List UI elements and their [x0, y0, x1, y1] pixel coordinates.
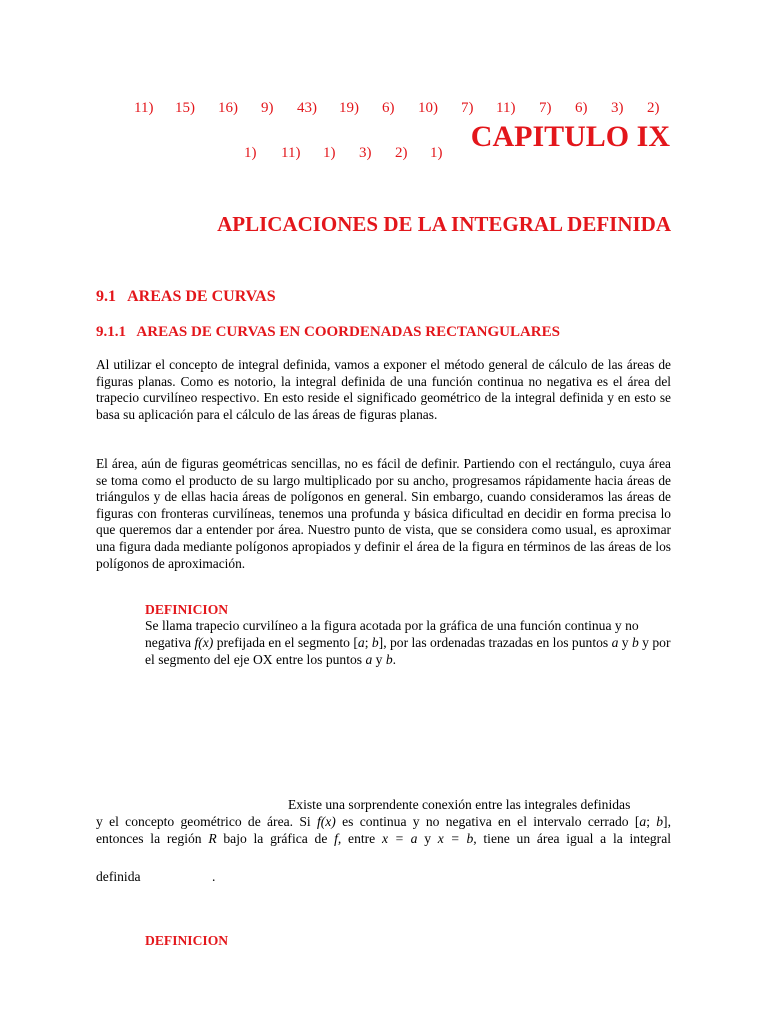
definition-text: ;: [364, 635, 372, 650]
ref-number: 2): [647, 100, 660, 116]
math-var: f,: [334, 831, 342, 846]
ref-number: 11): [496, 100, 516, 116]
ref-number: 43): [297, 100, 317, 116]
ref-number: 6): [575, 100, 588, 116]
math-var: a: [639, 814, 647, 829]
paragraph-connection-line4: [96, 869, 141, 885]
page-title: APLICACIONES DE LA INTEGRAL DEFINIDA: [217, 212, 671, 236]
section-heading: 9.1 AREAS DE CURVAS: [96, 288, 276, 305]
definition-heading-2: DEFINICION: [145, 933, 229, 948]
math-fx: f(x): [194, 635, 214, 650]
chapter-title: CAPITULO IX: [470, 120, 670, 153]
definition-text: y: [618, 635, 632, 650]
ref-number: 7): [461, 100, 474, 116]
math-var: a: [365, 652, 373, 667]
math-var: b: [371, 635, 379, 650]
ref-number: 19): [339, 100, 359, 116]
definition-text: y: [372, 652, 386, 667]
paragraph-connection-line2: [96, 814, 671, 830]
ref-number: 1): [430, 145, 443, 161]
math-var: b: [656, 814, 664, 829]
reference-numbers-top: [0, 100, 768, 120]
text-run: entre: [341, 831, 382, 846]
math-var: R: [208, 831, 217, 846]
math-var: b: [631, 635, 639, 650]
math-var: b: [385, 652, 393, 667]
ref-number: 15): [175, 100, 195, 116]
text-run: definida: [96, 869, 141, 884]
ref-number: 10): [418, 100, 438, 116]
definition-body: [145, 617, 672, 668]
math-var: a: [611, 635, 619, 650]
ref-number: 16): [218, 100, 238, 116]
math-expr: x = b: [437, 831, 474, 846]
ref-number: 1): [323, 145, 336, 161]
text-run: , tiene un área igual a la integral: [473, 831, 672, 846]
ref-number: 11): [281, 145, 301, 161]
text-run: entonces la región: [96, 831, 209, 846]
math-fx: f(x): [316, 814, 336, 829]
math-var: a: [357, 635, 365, 650]
text-run: y: [417, 831, 438, 846]
text-run: es continua y no negativa en el intervalo cerrado [: [335, 814, 640, 829]
subsection-heading: 9.1.1 AREAS DE CURVAS EN COORDENADAS RECTANGULARES: [96, 324, 560, 340]
ref-number: 6): [382, 100, 395, 116]
text-run: ],: [663, 814, 671, 829]
definition-text: ], por las ordenadas trazadas en los puntos: [378, 635, 612, 650]
definition-text: y por el segmento del eje OX entre los puntos: [145, 635, 671, 667]
ref-number: 9): [261, 100, 274, 116]
ref-number: 2): [395, 145, 408, 161]
paragraph-connection-line1: Existe una sorprendente conexión entre las integrales definidas: [288, 797, 631, 812]
definition-heading: DEFINICION: [145, 602, 229, 617]
definition-text: prefijada en el segmento [: [213, 635, 358, 650]
math-expr: x = a: [381, 831, 418, 846]
ref-number: 3): [611, 100, 624, 116]
ref-number: 11): [134, 100, 154, 116]
paragraph-connection-line3: [96, 831, 671, 847]
ref-number: 7): [539, 100, 552, 116]
ref-number: 1): [244, 145, 257, 161]
definition-text: Se llama trapecio curvilíneo a la figura acotada por la gráfica de una función continua y no negativa: [145, 618, 639, 650]
text-run: ;: [646, 814, 657, 829]
text-run: bajo la gráfica de: [216, 831, 335, 846]
definition-text: .: [392, 652, 397, 667]
paragraph-area-concept: El área, aún de figuras geométricas sencillas, no es fácil de definir. Partiendo con el rectángulo, cuya área se toma como el producto de su largo multiplicado por su ancho, progresamos rápidamente hacia áreas de triángulos y de ellas hacia áreas de polígonos en general. Sin embargo, cuando consideramos las áreas de figuras con fronteras curvilíneas, tenemos una profunda y básica dificultad en decidir en forma precisa lo que queremos dar a entender por área. Nuestro punto de vista, que se considera como usual, es aproximar una figura dada mediante polígonos apropiados y definir el área de la figura en términos de las áreas de los polígonos de aproximación.: [96, 456, 671, 571]
ref-number: 3): [359, 145, 372, 161]
text-run: y el concepto geométrico de área. Si: [96, 814, 317, 829]
period-mark: .: [212, 869, 216, 884]
paragraph-intro: Al utilizar el concepto de integral definida, vamos a exponer el método general de cálculo de las áreas de figuras planas. Como es notorio, la integral definida de una función continua no negativa es el área del trapecio curvilíneo respectivo. En esto reside el significado geométrico de la integral definida y en esto se basa su aplicación para el cálculo de las áreas de figuras planas.: [96, 357, 671, 422]
